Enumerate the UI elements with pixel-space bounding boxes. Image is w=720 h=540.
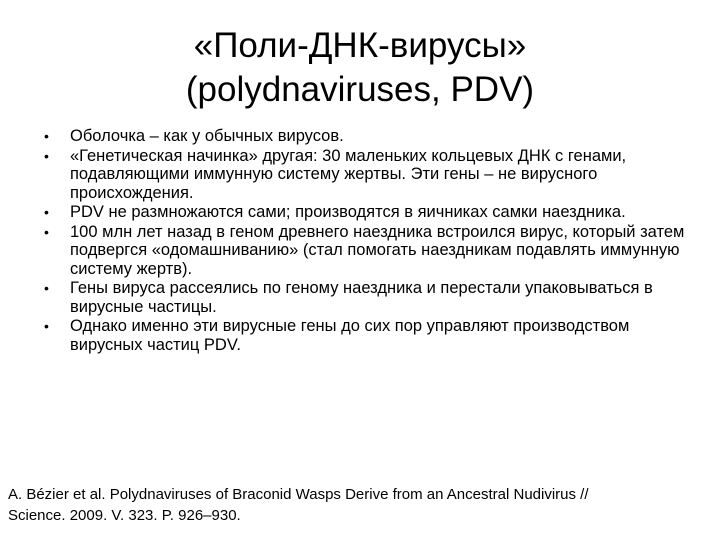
citation-line-1: A. Bézier et al. Polydnaviruses of Braconid Wasps Derive from an Ancestral Nudivirus // [8,486,589,503]
bullet-point-icon: • [44,128,49,144]
bullet-point-icon: • [44,223,49,240]
slide-title-line-1: «Поли-ДНК-вирусы» [193,26,527,65]
bullet-text: Гены вируса рассеялись по геному наездника и перестали упаковываться в вирусные частицы. [70,279,653,316]
citation-line-2: Science. 2009. V. 323. P. 926–930. [8,507,241,524]
bullet-point-icon: • [44,204,49,220]
bullet-text: «Генетическая начинка» другая: 30 маленьких кольцевых ДНК с генами, подавляющими иммунную систему жертвы. Эти гены – не вирусного происхождения. [70,146,627,202]
bullet-point-icon: • [44,147,49,164]
bullet-item [44,203,694,222]
citation [8,484,716,526]
bullet-point-icon: • [44,280,49,296]
bullet-text: PDV не размножаются сами; производятся в яичниках самки наездника. [70,203,626,221]
slide-title [0,24,720,112]
bullet-item [44,223,694,279]
bullet-text: Оболочка – как у обычных вирусов. [70,127,344,145]
bullet-item [44,127,694,146]
bullet-text: 100 млн лет назад в геном древнего наездника встроился вирус, который затем подвергся «одомашниванию» (стал помогать наездникам подавлять иммунную систему жертв). [70,222,685,278]
bullet-point-icon: • [44,318,49,334]
bullet-item [44,147,694,203]
bullet-item [44,317,694,354]
bullet-item [44,279,694,316]
bullet-text: Однако именно эти вирусные гены до сих пор управляют производством вирусных частиц PDV. [70,317,630,354]
slide-title-line-2: (polydnaviruses, PDV) [185,70,535,109]
bullet-list [44,127,694,355]
